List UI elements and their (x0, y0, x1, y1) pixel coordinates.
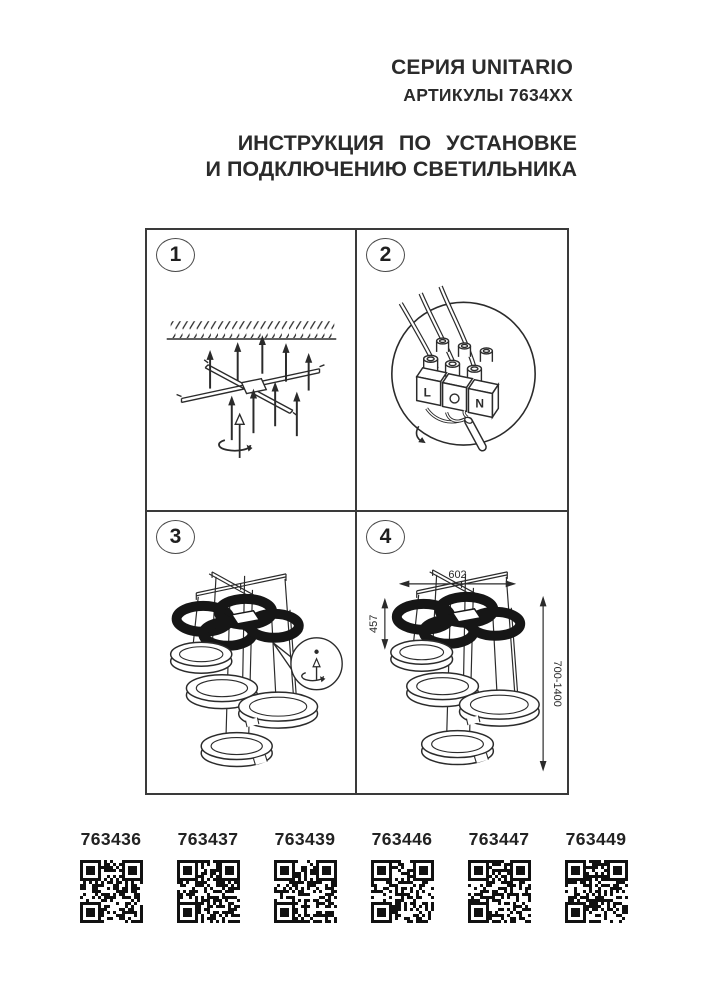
step-number-badge: 2 (366, 238, 405, 272)
article-number: 763449 (565, 829, 627, 849)
step-panel-2 (357, 230, 567, 512)
qr-row (0, 829, 707, 926)
qr-code (368, 857, 437, 926)
qr-item (367, 829, 437, 926)
dimension-suspension-label: 700-1400 (551, 660, 564, 707)
series-heading: СЕРИЯ UNITARIO (391, 56, 573, 79)
article-number: 763437 (177, 829, 239, 849)
qr-item (76, 829, 146, 926)
step-panel-4 (357, 512, 567, 794)
step-number-badge: 4 (366, 520, 405, 554)
qr-code (174, 857, 243, 926)
page-title-line2: И ПОДКЛЮЧЕНИЮ СВЕТИЛЬНИКА (205, 157, 577, 181)
wiring-detail-drawing (357, 230, 567, 510)
qr-item (464, 829, 534, 926)
qr-item (270, 829, 340, 926)
qr-item (173, 829, 243, 926)
step-number-badge: 1 (156, 238, 195, 272)
article-number: 763447 (468, 829, 530, 849)
chandelier-assembly-drawing (147, 512, 355, 794)
dimension-canopy-label: 457 (367, 614, 380, 633)
articles-heading: АРТИКУЛЫ 7634XX (403, 85, 573, 105)
qr-code (465, 857, 534, 926)
step-panel-3 (147, 512, 357, 794)
page-title (206, 130, 577, 182)
terminal-label-neutral: N (475, 396, 485, 411)
article-number: 763446 (371, 829, 433, 849)
qr-code (77, 857, 146, 926)
step-panel-1 (147, 230, 357, 512)
page-title-line1: ИНСТРУКЦИЯ ПО УСТАНОВКЕ (237, 131, 577, 155)
ceiling-bracket-drawing (147, 230, 355, 510)
instruction-steps-grid (145, 228, 569, 795)
dimension-width-label: 602 (448, 568, 467, 581)
qr-item (561, 829, 631, 926)
step-number-badge: 3 (156, 520, 195, 554)
terminal-label-line: L (423, 385, 431, 400)
article-number: 763436 (80, 829, 142, 849)
article-number: 763439 (274, 829, 336, 849)
qr-code (271, 857, 340, 926)
qr-code (562, 857, 631, 926)
dimensions-drawing (357, 512, 567, 794)
